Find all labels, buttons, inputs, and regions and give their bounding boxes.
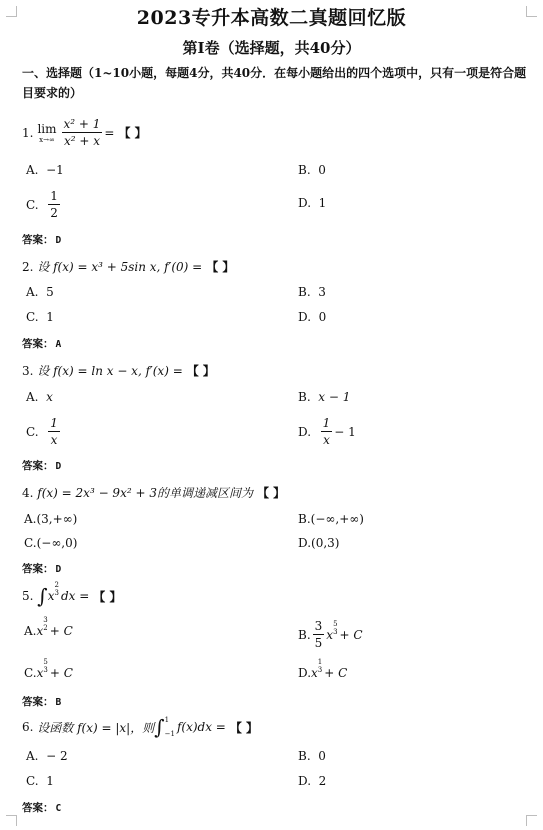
limit-operator [37, 122, 56, 144]
exponent-denominator: 3 [333, 627, 338, 636]
option-text: 0 [318, 163, 326, 177]
q2-option-a[interactable] [26, 285, 54, 299]
q3-option-a[interactable] [26, 390, 53, 404]
option-letter: C. [24, 536, 37, 550]
q6-option-b[interactable] [298, 749, 326, 763]
question-6 [22, 716, 258, 738]
option-text: −1 [46, 163, 64, 177]
answer-label: 答案： [22, 696, 54, 708]
page-title: 2023专升本高数二真题回忆版 [136, 7, 407, 29]
option-fraction [321, 415, 333, 448]
fraction-numerator: 1 [322, 416, 331, 430]
integral-lower-limit: −1 [164, 730, 175, 738]
exponent-numerator: 2 [54, 581, 59, 589]
section-instructions: 一、选择题（1~10小题，每题4分，共40分．在每小题给出的四个选项中，只有一项是符合题目要求的） [22, 66, 527, 100]
exponent-numerator: 1 [317, 658, 323, 666]
q3-option-d[interactable] [298, 415, 356, 448]
corner-mark-bottom-right [526, 815, 537, 826]
q5-option-c[interactable] [24, 658, 73, 680]
question-stem-tail: f(x)dx = [176, 720, 226, 734]
option-letter: D. [298, 666, 312, 680]
answer-label: 答案： [22, 338, 54, 350]
section-subtitle: 第Ⅰ卷（选择题，共40分） [182, 39, 361, 57]
answer-bracket: 【 】 [229, 720, 259, 735]
option-letter: B. [298, 627, 311, 642]
fraction-denominator: x² + x [63, 134, 100, 148]
question-number: 2. [22, 259, 34, 274]
q5-option-b[interactable] [298, 618, 363, 651]
answer-value: D [55, 564, 62, 575]
q1-option-c[interactable] [26, 188, 62, 221]
option-letter: B. [298, 285, 311, 299]
q4-option-c[interactable] [24, 536, 77, 550]
fraction-denominator: x [323, 433, 330, 447]
q6-answer [22, 800, 61, 815]
question-number: 1. [22, 125, 34, 140]
option-letter: A. [26, 163, 39, 177]
question-stem: 设 f(x) = x³ + 5sin x, f′(0) = [37, 260, 203, 274]
option-text: (−∞,+∞) [310, 512, 364, 526]
answer-label: 答案： [22, 802, 54, 814]
question-3 [22, 362, 215, 379]
exponent-denominator: 3 [317, 666, 323, 674]
answer-bracket: 【 】 [118, 126, 147, 140]
q4-option-a[interactable] [24, 512, 77, 526]
q1-answer [22, 232, 61, 247]
option-letter: C. [26, 424, 39, 439]
q3-option-c[interactable] [26, 415, 62, 448]
question-number: 5. [22, 589, 34, 603]
fraction-denominator: 5 [314, 636, 323, 650]
corner-mark-bottom-left [6, 815, 17, 826]
option-text: x [46, 390, 53, 404]
exponent-numerator: 3 [43, 616, 48, 624]
q6-option-c[interactable] [26, 774, 54, 788]
q2-option-d[interactable] [298, 310, 326, 324]
q5-option-d[interactable] [298, 658, 348, 680]
answer-label: 答案： [22, 234, 54, 246]
option-letter: B. [298, 749, 311, 763]
question-stem: 设函数 f(x) = |x|，则 [37, 720, 155, 735]
answer-bracket: 【 】 [256, 486, 286, 500]
fraction-denominator: x [50, 433, 58, 447]
option-text: 0 [318, 749, 326, 763]
option-base: x [36, 624, 44, 638]
answer-value: D [55, 235, 62, 246]
integral-sign: ∫ [37, 584, 48, 608]
q4-option-d[interactable] [298, 536, 339, 550]
option-text: − 2 [46, 749, 68, 763]
option-letter: D. [298, 424, 312, 439]
option-fraction [48, 415, 60, 448]
option-letter: D. [298, 536, 312, 550]
answer-value: D [55, 461, 62, 472]
option-letter: A. [26, 285, 39, 299]
option-tail: + C [49, 624, 73, 638]
option-base: x [326, 627, 334, 642]
option-text: x − 1 [318, 390, 351, 404]
exponent-denominator: 2 [43, 624, 48, 632]
option-letter: D. [298, 196, 312, 210]
q5-answer [22, 694, 61, 709]
question-number: 3. [22, 363, 34, 378]
fraction-numerator: x² + 1 [63, 117, 101, 131]
option-text: 3 [318, 285, 326, 299]
fraction-numerator: 1 [50, 416, 58, 430]
option-letter: A. [24, 512, 37, 526]
option-letter: B. [298, 163, 311, 177]
q3-answer [22, 458, 61, 473]
option-text: 5 [46, 285, 54, 299]
question-4 [22, 484, 285, 501]
fraction-numerator: 3 [314, 619, 323, 633]
option-tail: − 1 [334, 424, 356, 439]
option-letter: B. [298, 390, 311, 404]
q4-answer [22, 561, 61, 576]
exponent-numerator: 5 [43, 658, 48, 666]
q1-option-d[interactable] [298, 196, 326, 210]
q4-option-b[interactable] [298, 512, 364, 526]
q1-option-a[interactable] [26, 163, 64, 177]
answer-value: B [55, 697, 62, 708]
answer-value: A [55, 339, 62, 350]
question-number: 4. [22, 485, 34, 500]
exponent-denominator: 3 [54, 589, 59, 597]
question-1 [22, 116, 147, 149]
answer-bracket: 【 】 [93, 589, 122, 604]
option-tail: + C [339, 627, 363, 642]
option-letter: D. [298, 310, 312, 324]
answer-bracket: 【 】 [186, 364, 215, 378]
option-exponent [333, 620, 337, 636]
fraction-denominator: 2 [50, 206, 58, 220]
question-number: 6. [22, 720, 34, 734]
option-base: x [36, 666, 44, 680]
option-exponent [318, 658, 322, 674]
integral-upper-limit: 1 [164, 716, 170, 724]
q2-option-c[interactable] [26, 310, 54, 324]
option-exponent [43, 616, 47, 632]
question-fraction [62, 116, 103, 149]
answer-label: 答案： [22, 563, 54, 575]
integrand-exponent [54, 581, 58, 597]
equals-sign: = [104, 125, 115, 140]
option-coefficient [313, 618, 325, 651]
limit-word: lim [37, 121, 57, 136]
option-text: 2 [318, 774, 327, 788]
q6-option-d[interactable] [298, 774, 326, 788]
q1-option-b[interactable] [298, 163, 326, 177]
answer-bracket: 【 】 [206, 260, 235, 274]
option-letter: A. [26, 749, 39, 763]
question-stem: f(x) = 2x³ − 9x² + 3的单调递减区间为 [37, 486, 253, 500]
option-tail: + C [324, 666, 348, 680]
answer-label: 答案： [22, 460, 54, 472]
option-text: 1 [46, 310, 54, 324]
option-letter: C. [26, 197, 39, 212]
option-text: 0 [318, 310, 327, 324]
q3-option-b[interactable] [298, 390, 350, 404]
option-text: 1 [318, 196, 327, 210]
exponent-denominator: 3 [43, 666, 48, 674]
option-text: 1 [46, 774, 54, 788]
integrand-base: x [47, 589, 55, 603]
option-letter: A. [26, 390, 39, 404]
fraction-numerator: 1 [50, 189, 58, 203]
option-letter: C. [26, 774, 39, 788]
option-tail: + C [49, 666, 73, 680]
limit-subscript: x→∞ [39, 135, 55, 144]
option-exponent [43, 658, 47, 674]
integral-limits [165, 716, 175, 738]
question-stem: 设 f(x) = ln x − x, f′(x) = [37, 364, 183, 378]
option-fraction [48, 188, 60, 221]
question-2 [22, 258, 234, 275]
answer-value: C [55, 803, 62, 814]
option-letter: D. [298, 774, 312, 788]
q2-answer [22, 336, 61, 351]
question-stem-tail: dx = [60, 589, 90, 603]
option-text: (−∞,0) [36, 536, 78, 550]
option-text: (0,3) [311, 536, 340, 550]
option-letter: B. [298, 512, 311, 526]
q6-option-a[interactable] [26, 749, 68, 763]
q2-option-b[interactable] [298, 285, 326, 299]
option-letter: C. [24, 666, 37, 680]
question-5 [22, 581, 122, 608]
option-text: (3,+∞) [36, 512, 78, 526]
q5-option-a[interactable] [24, 616, 73, 638]
option-base: x [311, 666, 318, 680]
option-letter: A. [24, 624, 37, 638]
exponent-numerator: 5 [333, 619, 338, 628]
integral-sign: ∫ [154, 715, 165, 739]
option-letter: C. [26, 310, 39, 324]
